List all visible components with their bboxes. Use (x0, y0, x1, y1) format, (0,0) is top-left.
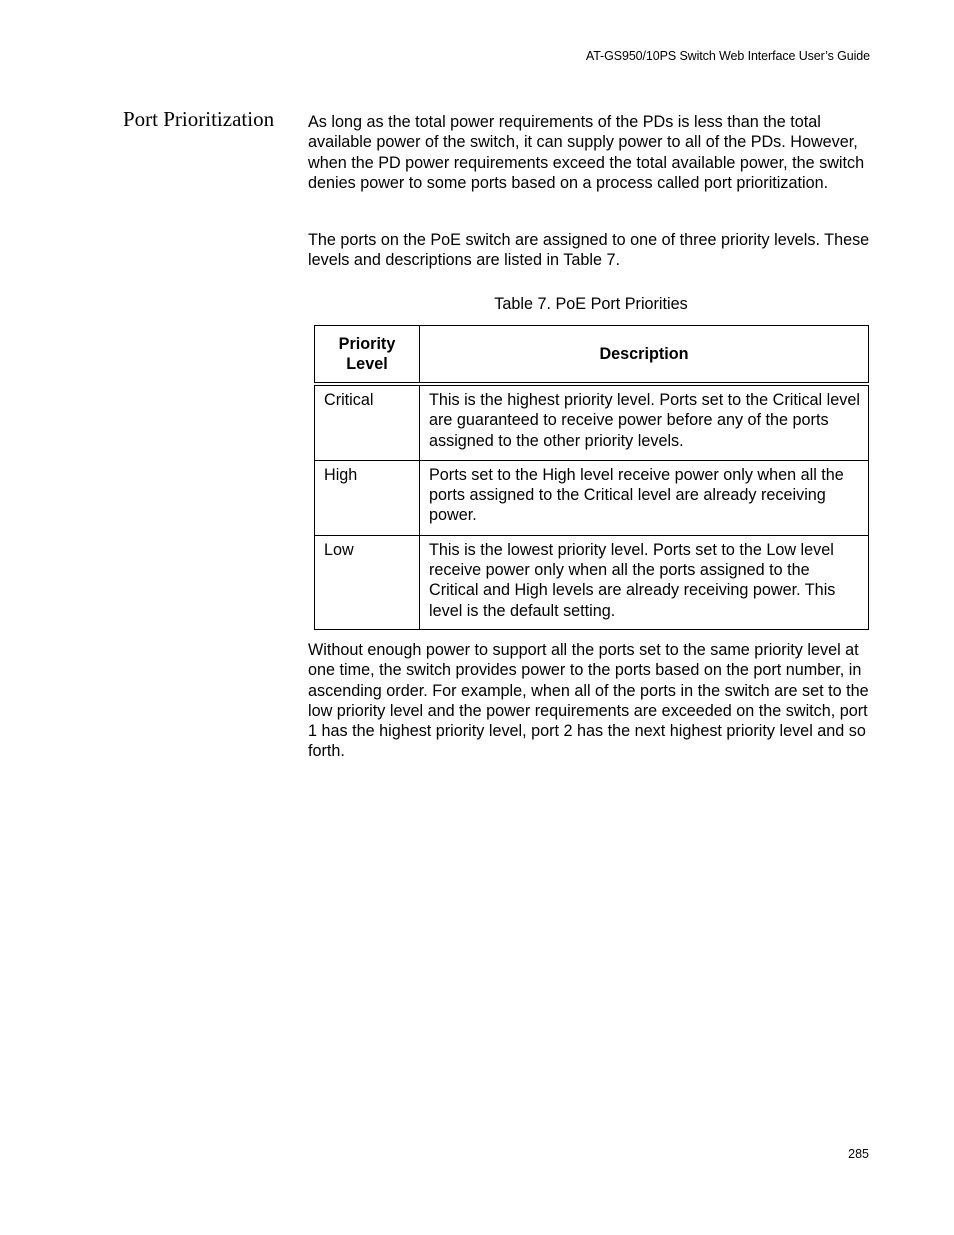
header-priority-level (315, 326, 420, 385)
poe-port-priorities-table (314, 325, 869, 630)
row-description-critical: This is the highest priority level. Ports set to the Critical level are guaranteed to receive power before any of the ports assigned to the other priority levels. (420, 384, 869, 460)
row-description-low: This is the lowest priority level. Ports set to the Low level receive power only when all the ports assigned to the Critical and High levels are already receiving power. This level is the default setting. (420, 535, 869, 629)
header-description: Description (420, 326, 869, 385)
header-priority-level-line1: Priority (338, 334, 396, 353)
page-number: 285 (848, 1147, 869, 1161)
priority-levels-paragraph: The ports on the PoE switch are assigned to one of three priority levels. These levels and descriptions are listed in Table 7. (308, 231, 870, 270)
intro-paragraph: As long as the total power requirements of the PDs is less than the total available power of the switch, it can supply power to all of the PDs. However, when the PD power requirements exceed the total available power, the switch denies power to some ports based on a process called port prioritization. (308, 113, 865, 192)
table-header-row (315, 326, 869, 385)
table-row (315, 460, 869, 535)
row-description-high: Ports set to the High level receive power only when all the ports assigned to the Critical level are already receiving power. (420, 460, 869, 535)
closing-paragraph: Without enough power to support all the ports set to the same priority level at one time, the switch provides power to the ports based on the port number, in ascending order. For example, when all of the ports in the switch are set to the low priority level and the power requirements are exceeded on the switch, port 1 has the highest priority level, port 2 has the next highest priority level and so forth. (308, 641, 869, 761)
row-level-critical: Critical (315, 384, 420, 460)
table-row (315, 535, 869, 629)
row-level-low: Low (315, 535, 420, 629)
row-level-high: High (315, 460, 420, 535)
table-caption: Table 7. PoE Port Priorities (494, 295, 688, 313)
section-heading: Port Prioritization (123, 107, 275, 131)
running-header: AT-GS950/10PS Switch Web Interface User’s Guide (585, 49, 870, 63)
header-priority-level-line2: Level (346, 355, 388, 373)
table-row (315, 384, 869, 460)
